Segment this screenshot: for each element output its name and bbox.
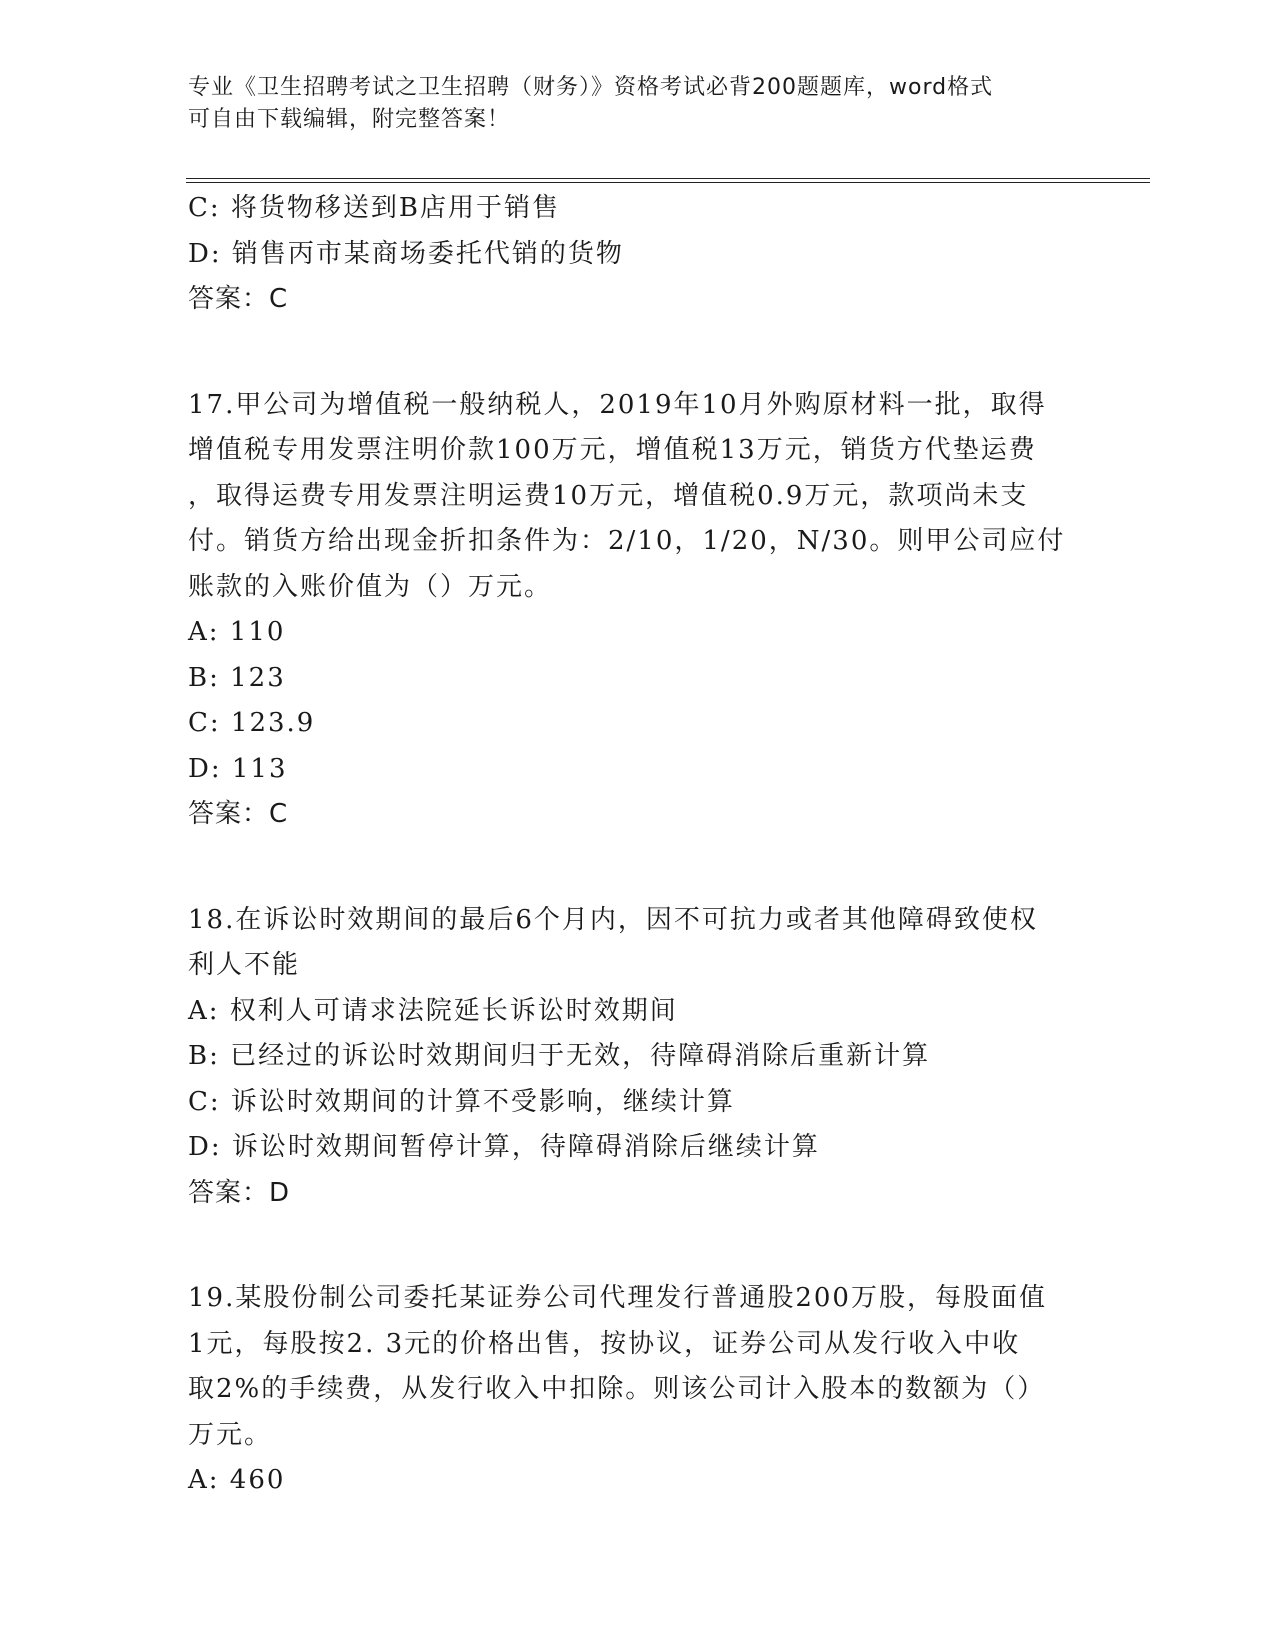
question-17 bbox=[188, 383, 1068, 838]
header-line-1: 专业《卫生招聘考试之卫生招聘（财务）》资格考试必背200题题库，word格式 bbox=[188, 75, 994, 100]
header-divider-top bbox=[186, 178, 1150, 179]
question-16-continuation bbox=[188, 186, 1068, 323]
option-c: C: 诉讼时效期间的计算不受影响，继续计算 bbox=[188, 1086, 735, 1117]
answer-line: 答案：C bbox=[188, 799, 289, 829]
question-list bbox=[188, 186, 1068, 1504]
stem-line: 19.某股份制公司委托某证券公司代理发行普通股200万股，每股面值 bbox=[188, 1283, 1047, 1313]
stem-line: 17.甲公司为增值税一般纳税人，2019年10月外购原材料一批，取得 bbox=[188, 389, 1047, 420]
option-b: B: 已经过的诉讼时效期间归于无效，待障碍消除后重新计算 bbox=[188, 1041, 931, 1071]
answer-line: 答案：C bbox=[188, 284, 289, 314]
question-19 bbox=[188, 1276, 1068, 1504]
stem-line: 账款的入账价值为（）万元。 bbox=[188, 571, 553, 602]
header-divider-bottom bbox=[186, 182, 1150, 183]
stem-line: 利人不能 bbox=[188, 950, 301, 980]
stem-line: 取2%的手续费，从发行收入中扣除。则该公司计入股本的数额为（） bbox=[188, 1374, 1046, 1404]
option-b: B: 123 bbox=[188, 662, 286, 693]
stem-line: 付。销货方给出现金折扣条件为：2/10，1/20，N/30。则甲公司应付 bbox=[188, 526, 1066, 556]
question-stem bbox=[188, 1276, 1068, 1458]
answer-line: 答案：D bbox=[188, 1177, 291, 1208]
stem-line: 1元，每股按2. 3元的价格出售，按协议，证券公司从发行收入中收 bbox=[188, 1328, 1021, 1359]
stem-line: 万元。 bbox=[188, 1419, 273, 1450]
option-d: D: 诉讼时效期间暂停计算，待障碍消除后继续计算 bbox=[188, 1132, 820, 1162]
stem-line: 增值税专用发票注明价款100万元，增值税13万元，销货方代垫运费 bbox=[188, 435, 1037, 465]
question-stem bbox=[188, 383, 1068, 611]
option-c: C: 123.9 bbox=[188, 708, 316, 738]
stem-line: ，取得运费专用发票注明运费10万元，增值税0.9万元，款项尚未支 bbox=[188, 480, 1029, 511]
option-d: D: 113 bbox=[188, 753, 288, 784]
option-a: A: 权利人可请求法院延长诉讼时效期间 bbox=[188, 995, 678, 1026]
stem-line: 18.在诉讼时效期间的最后6个月内，因不可抗力或者其他障碍致使权 bbox=[188, 904, 1038, 935]
document-header bbox=[188, 72, 1068, 136]
option-a: A: 460 bbox=[188, 1465, 286, 1495]
option-d: D: 销售丙市某商场委托代销的货物 bbox=[188, 238, 624, 269]
option-a: A: 110 bbox=[188, 617, 286, 647]
question-18 bbox=[188, 898, 1068, 1217]
header-line-2: 可自由下载编辑，附完整答案！ bbox=[188, 107, 511, 132]
option-c: C: 将货物移送到B店用于销售 bbox=[188, 193, 561, 223]
question-stem bbox=[188, 898, 1068, 989]
